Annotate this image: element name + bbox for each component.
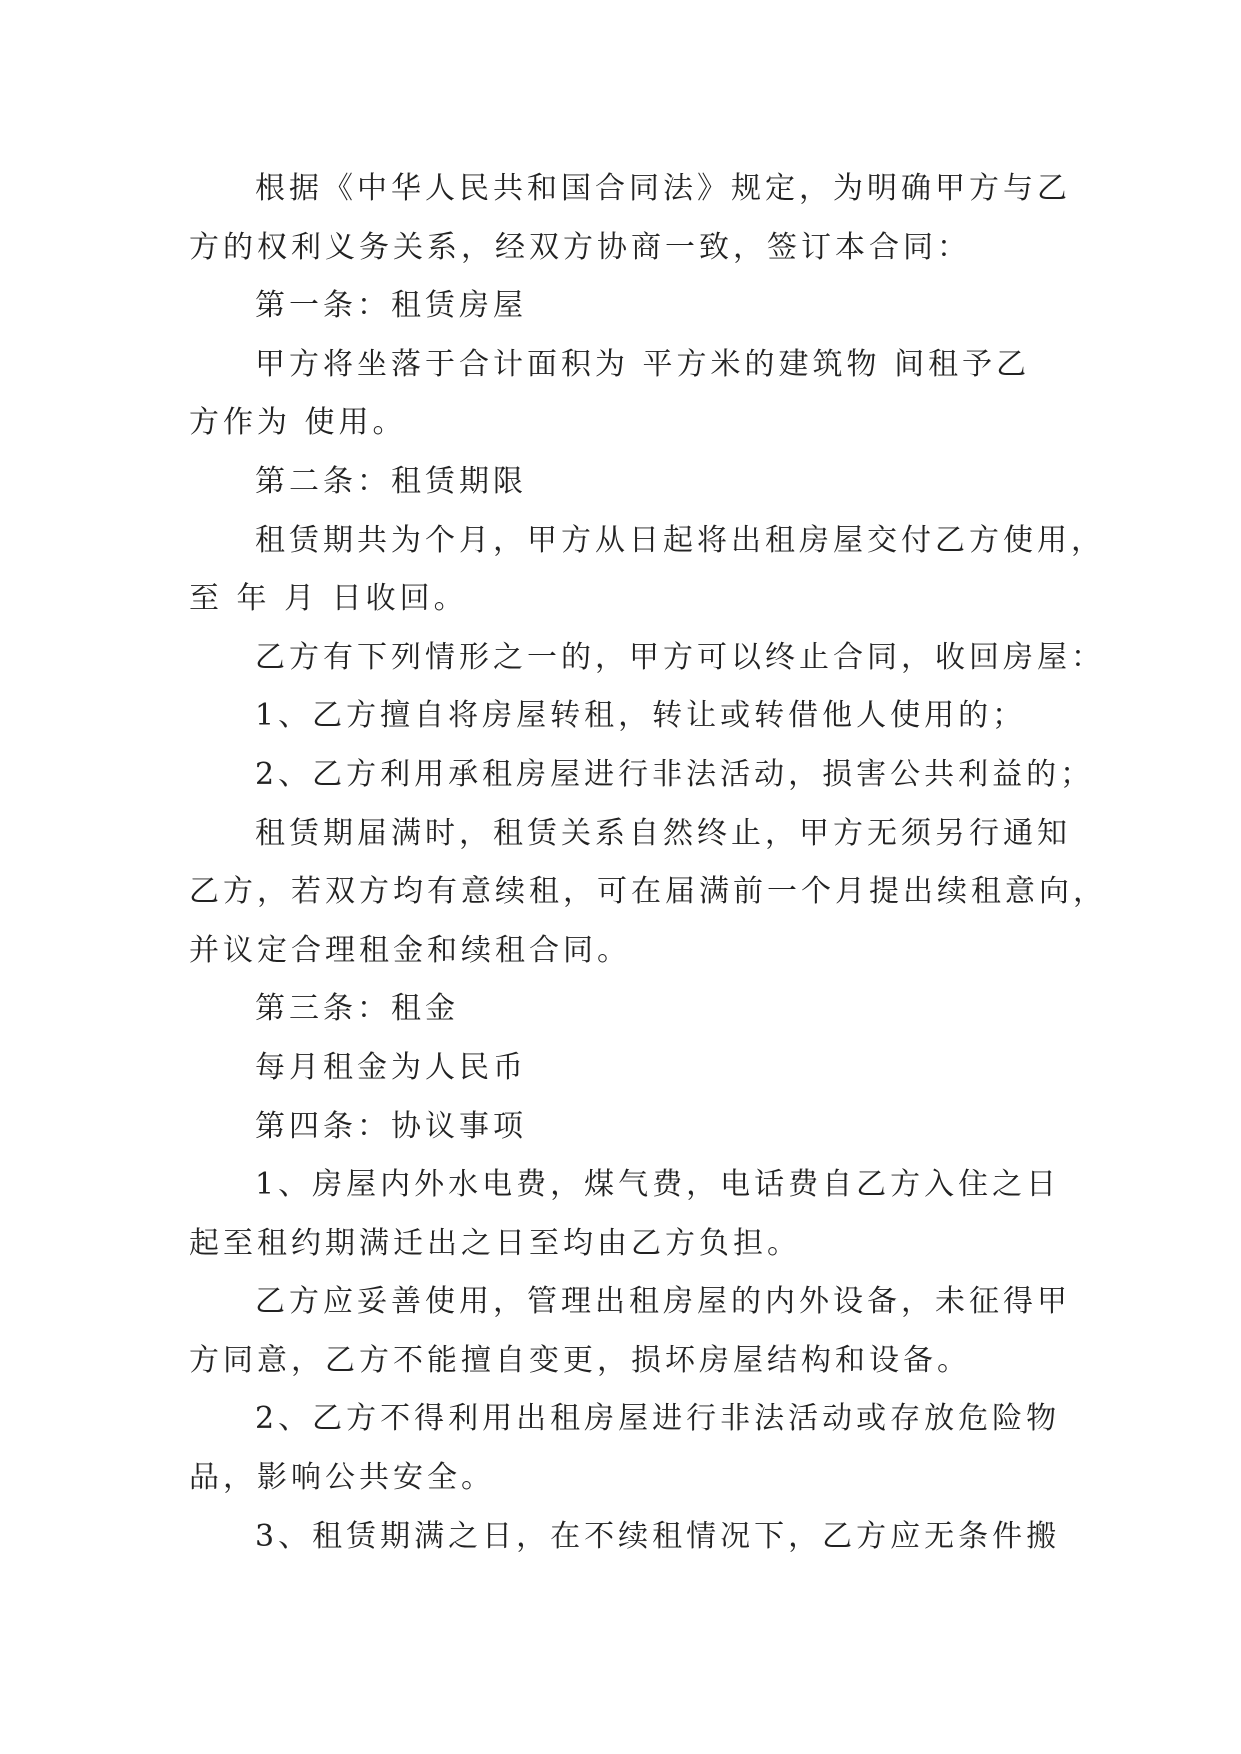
list-item: 2、乙方利用承租房屋进行非法活动，损害公共利益的；	[255, 756, 1095, 792]
paragraph-line: 起至租约期满迁出之日至均由乙方负担。	[189, 1225, 801, 1261]
paragraph-line: 品，影响公共安全。	[189, 1460, 495, 1496]
paragraph-line: 方作为 使用。	[189, 405, 407, 441]
paragraph-line: 租赁期届满时，租赁关系自然终止，甲方无须另行通知	[255, 815, 1071, 851]
document-body	[189, 160, 1107, 1566]
paragraph-line: 每月租金为人民币	[255, 1049, 527, 1085]
list-item: 1、房屋内外水电费，煤气费，电话费自乙方入住之日	[255, 1167, 1061, 1203]
paragraph-line: 乙方应妥善使用，管理出租房屋的内外设备，未征得甲	[255, 1284, 1071, 1320]
paragraph-line: 乙方，若双方均有意续租，可在届满前一个月提出续租意向，	[189, 874, 1107, 910]
paragraph-line: 方同意，乙方不能擅自变更，损坏房屋结构和设备。	[189, 1342, 971, 1378]
list-item: 2、乙方不得利用出租房屋进行非法活动或存放危险物	[255, 1401, 1061, 1437]
article-heading: 第四条：协议事项	[255, 1108, 527, 1144]
list-item: 3、租赁期满之日，在不续租情况下，乙方应无条件搬	[255, 1518, 1061, 1554]
paragraph-line: 至 年 月 日收回。	[189, 581, 468, 617]
paragraph-line: 方的权利义务关系，经双方协商一致，签订本合同：	[189, 229, 971, 265]
paragraph-line: 并议定合理租金和续租合同。	[189, 932, 631, 968]
article-heading: 第三条：租金	[255, 991, 459, 1027]
paragraph-line: 租赁期共为个月，甲方从日起将出租房屋交付乙方使用，	[255, 522, 1105, 558]
list-item: 1、乙方擅自将房屋转租，转让或转借他人使用的；	[255, 698, 1027, 734]
paragraph-line: 根据《中华人民共和国合同法》规定，为明确甲方与乙	[255, 171, 1071, 206]
article-heading: 第一条：租赁房屋	[255, 288, 527, 324]
paragraph-line: 乙方有下列情形之一的，甲方可以终止合同，收回房屋：	[255, 639, 1105, 675]
paragraph-line: 甲方将坐落于合计面积为 平方米的建筑物 间租予乙	[255, 346, 1031, 382]
article-heading: 第二条：租赁期限	[255, 463, 527, 499]
